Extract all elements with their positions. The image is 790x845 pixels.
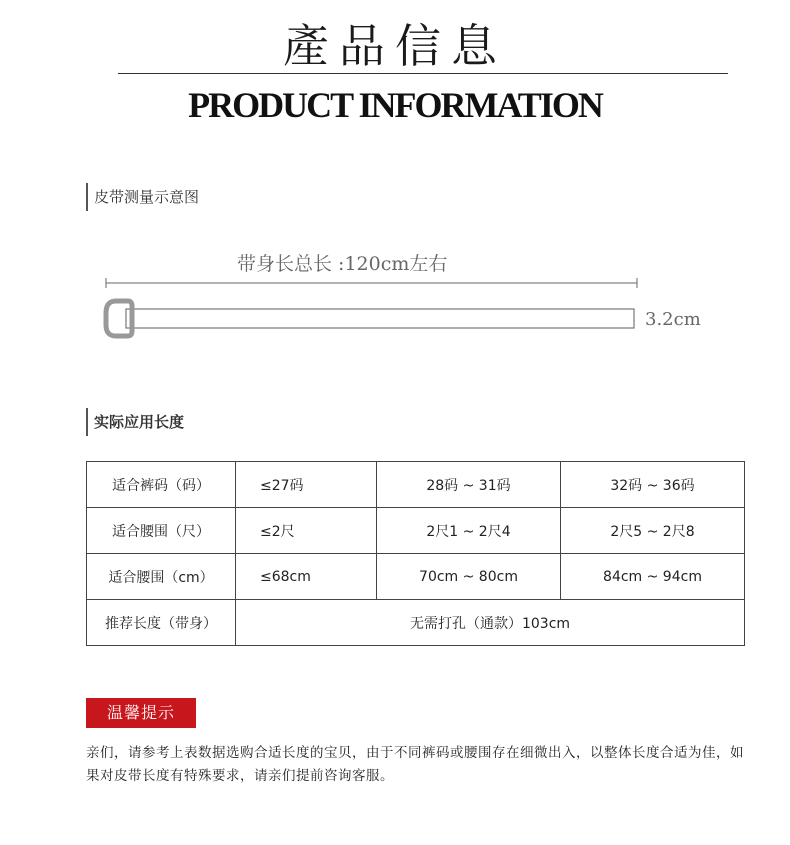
- table-row: [87, 600, 745, 646]
- row-label: 适合腰围（cm）: [87, 554, 236, 600]
- page-title-en: PRODUCT INFORMATION: [188, 85, 602, 125]
- row-label: 适合裤码（码）: [87, 462, 236, 508]
- size-table: [86, 461, 745, 646]
- belt-illustration: [0, 245, 790, 345]
- table-row: [87, 462, 745, 508]
- belt-width-label: 3.2cm: [645, 309, 701, 330]
- measure-section-heading: 皮带测量示意图: [86, 183, 199, 211]
- title-divider: [118, 73, 728, 74]
- row-label: 适合腰围（尺）: [87, 508, 236, 554]
- table-cell: 32码 ~ 36码: [561, 462, 745, 508]
- table-row: [87, 554, 745, 600]
- belt-length-label: 带身长总长 :120cm左右: [237, 253, 448, 275]
- belt-diagram: [0, 245, 790, 345]
- table-cell: ≤68cm: [236, 554, 377, 600]
- table-cell: 2尺1 ~ 2尺4: [377, 508, 561, 554]
- table-cell: 无需打孔（通款）103cm: [236, 600, 745, 646]
- belt-strap: [126, 309, 634, 328]
- table-cell: 70cm ~ 80cm: [377, 554, 561, 600]
- table-cell: 2尺5 ~ 2尺8: [561, 508, 745, 554]
- row-label: 推荐长度（带身）: [87, 600, 236, 646]
- page-title-cn: 產品信息: [283, 19, 507, 73]
- table-cell: ≤2尺: [236, 508, 377, 554]
- table-cell: ≤27码: [236, 462, 377, 508]
- usage-section-heading: 实际应用长度: [86, 408, 184, 436]
- table-cell: 84cm ~ 94cm: [561, 554, 745, 600]
- tip-text: 亲们，请参考上表数据选购合适长度的宝贝，由于不同裤码或腰围存在细微出入，以整体长度合适为佳，如果对皮带长度有特殊要求，请亲们提前咨询客服。: [86, 745, 744, 784]
- table-cell: 28码 ~ 31码: [377, 462, 561, 508]
- tip-badge: 温馨提示: [86, 698, 196, 728]
- table-row: [87, 508, 745, 554]
